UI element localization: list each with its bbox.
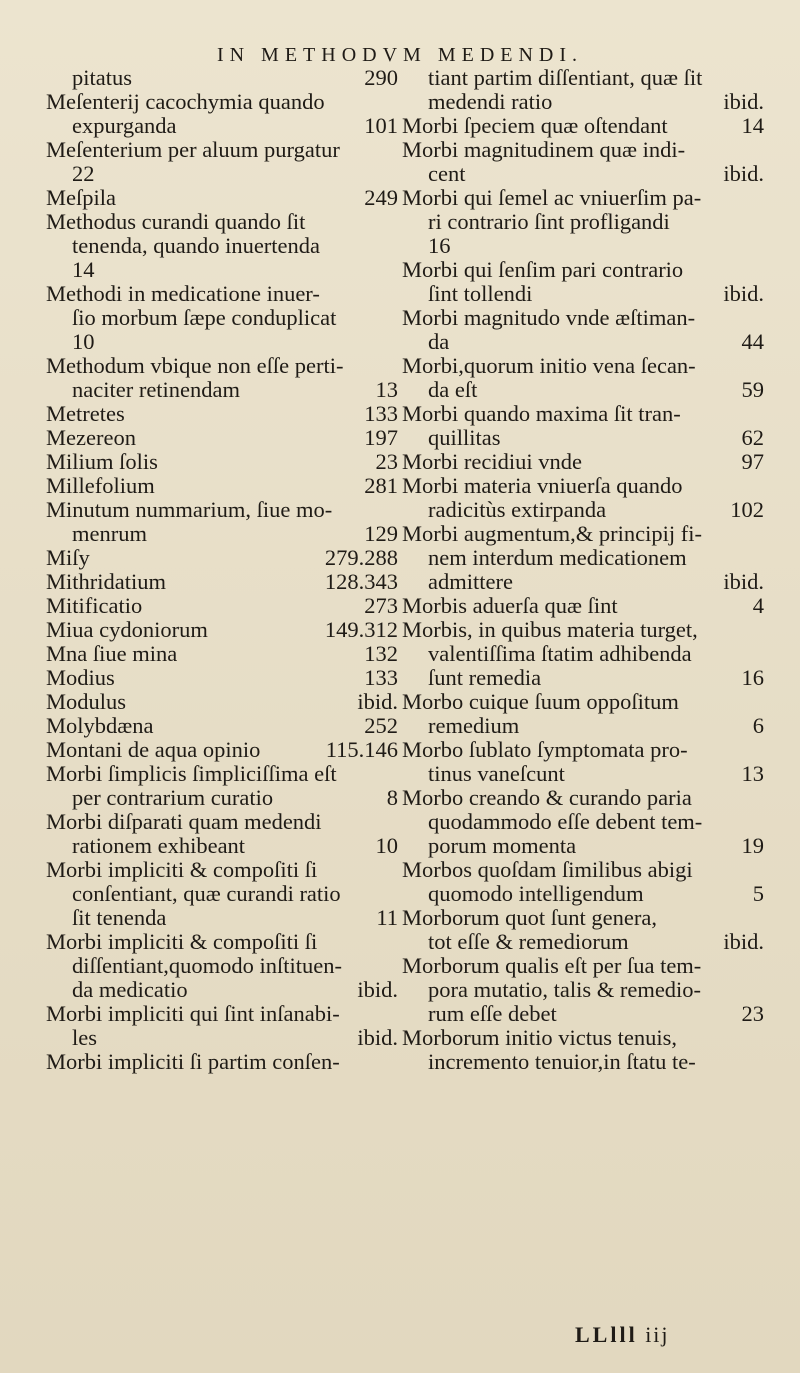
index-line [46,834,398,858]
index-entry-text: Modius [46,665,115,690]
index-entry-text: Minutum nummarium, ſiue mo- [46,497,333,522]
index-page-ref: ibid. [723,89,764,114]
index-entry-text: Morborum initio victus tenuis, [402,1025,677,1050]
index-entry-text: tinus vaneſcunt [428,761,565,786]
index-page-ref: ibid. [357,689,398,714]
index-page-ref: 97 [741,449,764,474]
index-page-ref: 129 [364,521,398,546]
index-page-ref: 133 [364,401,398,426]
index-entry-text: cent [428,161,466,186]
index-line [46,954,398,978]
index-line [46,1002,398,1026]
index-line [46,1026,398,1050]
index-line [46,666,398,690]
index-page-ref: ibid. [357,977,398,1002]
index-line [402,402,764,426]
index-entry-text: Meſenterium per aluum purgatur [46,137,340,162]
index-page-ref: 14 [741,113,764,138]
index-entry-text: 14 [72,257,95,282]
index-page-ref: 4 [752,593,764,618]
index-line [402,90,764,114]
index-line [46,642,398,666]
index-entry-text: Morbi qui ſenſim pari contrario [402,257,684,282]
index-line [402,570,764,594]
index-line [46,210,398,234]
index-entry-text: remedium [428,713,520,738]
index-page-ref: 102 [730,497,764,522]
index-entry-text: Morbi augmentum,& principij fi- [402,521,702,546]
index-entry-text: Morbi impliciti ſi partim conſen- [46,1049,340,1074]
index-entry-text: tot eſſe & remediorum [428,929,629,954]
index-page-ref: 128.343 [324,569,398,594]
index-page-ref: 8 [386,785,398,810]
index-entry-text: Morbos quoſdam ſimilibus abigi [402,857,693,882]
index-page-ref: 19 [741,833,764,858]
index-entry-text: rum eſſe debet [428,1001,557,1026]
index-entry-text: 16 [428,233,451,258]
index-entry-text: naciter retinendam [72,377,241,402]
index-page-ref: ibid. [357,1025,398,1050]
index-entry-text: Mitificatio [46,593,143,618]
index-page-ref: 252 [364,713,398,738]
index-line [402,810,764,834]
index-line [46,90,398,114]
index-entry-text: Molybdæna [46,713,154,738]
index-line [46,714,398,738]
index-entry-text: Morbi quando maxima ſit tran- [402,401,681,426]
index-page-ref: 101 [364,113,398,138]
index-entry-text: da eſt [428,377,478,402]
index-entry-text: valentiſſima ſtatim adhibenda [428,641,692,666]
index-page-ref: 279.288 [324,545,398,570]
index-line [46,978,398,1002]
index-line [46,234,398,258]
index-entry-text: menrum [72,521,147,546]
index-line [402,1002,764,1026]
index-entry-text: ſint tollendi [428,281,533,306]
index-entry-text: porum momenta [428,833,577,858]
index-line [402,282,764,306]
index-line [402,1026,764,1050]
index-entry-text: Morbis aduerſa quæ ſint [402,593,618,618]
index-entry-text: Morbi,quorum initio vena ſecan- [402,353,696,378]
index-line [402,210,764,234]
index-entry-text: Morbo creando & curando paria [402,785,692,810]
index-line [402,882,764,906]
index-line [402,738,764,762]
index-entry-text: Meſpila [46,185,116,210]
index-entry-text: Morbi ſimplicis ſimpliciſſima eſt [46,761,337,786]
index-entry-text: Mezereon [46,425,136,450]
index-line [402,138,764,162]
index-entry-text: Morbi impliciti & compoſiti ſi [46,929,318,954]
index-line [46,282,398,306]
index-page-ref: 23 [741,1001,764,1026]
index-entry-text: Morbo cuique ſuum oppoſitum [402,689,679,714]
index-entry-text: Miſy [46,545,90,570]
index-entry-text: expurganda [72,113,177,138]
index-page-ref: ibid. [723,569,764,594]
index-page-ref: 281 [364,473,398,498]
index-line [402,690,764,714]
index-entry-text: Morbo ſublato ſymptomata pro- [402,737,688,762]
index-line [46,450,398,474]
index-page-ref: ibid. [723,929,764,954]
index-line [402,762,764,786]
index-line [46,810,398,834]
index-entry-text: Montani de aqua opinio [46,737,261,762]
index-entry-text: rationem exhibeant [72,833,246,858]
index-entry-text: quomodo intelligendum [428,881,644,906]
index-entry-text: quillitas [428,425,501,450]
index-line [46,114,398,138]
index-line [402,234,764,258]
index-entry-text: Morbi magnitudinem quæ indi- [402,137,686,162]
index-page-ref: 5 [752,881,764,906]
index-entry-text: Methodi in medicatione inuer- [46,281,320,306]
index-line [402,162,764,186]
index-line [402,378,764,402]
index-entry-text: pitatus [72,65,132,90]
index-line [402,954,764,978]
index-line [46,930,398,954]
index-entry-text: ſit tenenda [72,905,167,930]
index-entry-text: Mna ſiue mina [46,641,178,666]
index-line [46,354,398,378]
index-entry-text: Milium ſolis [46,449,158,474]
index-line [402,330,764,354]
index-entry-text: 10 [72,329,95,354]
index-entry-text: les [72,1025,97,1050]
index-line [402,522,764,546]
index-page-ref: 59 [741,377,764,402]
index-entry-text: Morbis, in quibus materia turget, [402,617,698,642]
index-line [46,66,398,90]
index-entry-text: tenenda, quando inuertenda [72,233,321,258]
index-page-ref: 197 [364,425,398,450]
index-line [46,378,398,402]
index-line [46,498,398,522]
index-line [46,690,398,714]
index-page-ref: 273 [364,593,398,618]
index-entry-text: incremento tenuior,in ſtatu te- [428,1049,696,1074]
index-line [46,402,398,426]
index-entry-text: admittere [428,569,513,594]
index-line [46,426,398,450]
index-line [46,1050,398,1074]
index-page-ref: 149.312 [324,617,398,642]
index-line [402,834,764,858]
running-header: IN METHODVM MEDENDI. [216,44,584,66]
index-line [46,306,398,330]
index-entry-text: Modulus [46,689,127,714]
index-entry-text: Metretes [46,401,125,426]
index-line [402,930,764,954]
signature-mark: LLlll [575,1322,638,1347]
index-line [46,522,398,546]
index-page-ref: 23 [375,449,398,474]
index-entry-text: Morbi recidiui vnde [402,449,582,474]
index-entry-text: 22 [72,161,95,186]
index-line [402,786,764,810]
index-line [46,762,398,786]
index-line [402,858,764,882]
index-entry-text: per contrarium curatio [72,785,274,810]
index-page-ref: 16 [741,665,764,690]
index-entry-text: Morborum quot ſunt genera, [402,905,657,930]
left-column [46,66,398,1074]
index-page-ref: 249 [364,185,398,210]
index-line [46,906,398,930]
index-page-ref: 6 [752,713,764,738]
index-line [402,714,764,738]
index-page-ref: 290 [364,65,398,90]
index-page-ref: ibid. [723,161,764,186]
index-line [402,642,764,666]
index-entry-text: Methodus curandi quando ſit [46,209,306,234]
index-entry-text: Morbi ſpeciem quæ oſtendant [402,113,668,138]
index-line [402,354,764,378]
index-line [402,426,764,450]
index-page-ref: 11 [376,905,398,930]
index-line [402,978,764,1002]
index-entry-text: quodammodo eſſe debent tem- [428,809,703,834]
index-line [46,882,398,906]
index-line [46,138,398,162]
index-page-ref: ibid. [723,281,764,306]
index-line [402,450,764,474]
index-entry-text: da medicatio [72,977,188,1002]
index-entry-text: ſio morbum ſæpe conduplicat [72,305,337,330]
index-page-ref: 13 [375,377,398,402]
index-line [46,546,398,570]
index-page-ref: 10 [375,833,398,858]
index-entry-text: Morbi impliciti qui ſint inſanabi- [46,1001,340,1026]
index-line [402,594,764,618]
index-page-ref: 62 [741,425,764,450]
index-line [46,786,398,810]
index-line [46,858,398,882]
index-entry-text: medendi ratio [428,89,553,114]
index-entry-text: ſunt remedia [428,665,542,690]
index-entry-text: pora mutatio, talis & remedio- [428,977,702,1002]
index-page-ref: 133 [364,665,398,690]
index-line [402,618,764,642]
index-line [402,186,764,210]
index-line [402,546,764,570]
index-line [46,570,398,594]
index-line [46,594,398,618]
index-entry-text: Meſenterij cacochymia quando [46,89,325,114]
index-line [46,258,398,282]
index-line [402,498,764,522]
index-line [402,306,764,330]
index-entry-text: Miua cydoniorum [46,617,208,642]
index-entry-text: nem interdum medicationem [428,545,687,570]
index-page-ref: 13 [741,761,764,786]
index-entry-text: Methodum vbique non eſſe perti- [46,353,344,378]
index-entry-text: Mithridatium [46,569,166,594]
index-entry-text: Morbi impliciti & compoſiti ſi [46,857,318,882]
index-entry-text: Morbi diſparati quam medendi [46,809,322,834]
index-line [402,114,764,138]
index-entry-text: Morbi magnitudo vnde æſtiman- [402,305,696,330]
index-line [46,162,398,186]
index-line [402,258,764,282]
index-page-ref: 115.146 [325,737,398,762]
index-entry-text: radicitùs extirpanda [428,497,607,522]
index-entry-text: tiant partim diſſentiant, quæ ſit [428,65,703,90]
index-line [402,1050,764,1074]
index-line [46,330,398,354]
index-line [402,666,764,690]
index-entry-text: ri contrario ſint profligandi [428,209,670,234]
index-entry-text: diſſentiant,quomodo inſtituen- [72,953,342,978]
index-line [46,618,398,642]
index-page-ref: 44 [741,329,764,354]
index-entry-text: da [428,329,450,354]
index-entry-text: Morbi materia vniuerſa quando [402,473,683,498]
page-footer [575,1322,670,1348]
index-line [402,66,764,90]
index-line [402,906,764,930]
index-entry-text: Millefolium [46,473,155,498]
index-line [46,738,398,762]
folio-mark: iij [645,1322,670,1347]
index-line [46,186,398,210]
index-line [402,474,764,498]
index-entry-text: Morborum qualis eſt per ſua tem- [402,953,702,978]
right-column [402,66,764,1074]
index-line [46,474,398,498]
index-entry-text: Morbi qui ſemel ac vniuerſim pa- [402,185,702,210]
index-page-ref: 132 [364,641,398,666]
index-entry-text: conſentiant, quæ curandi ratio [72,881,341,906]
